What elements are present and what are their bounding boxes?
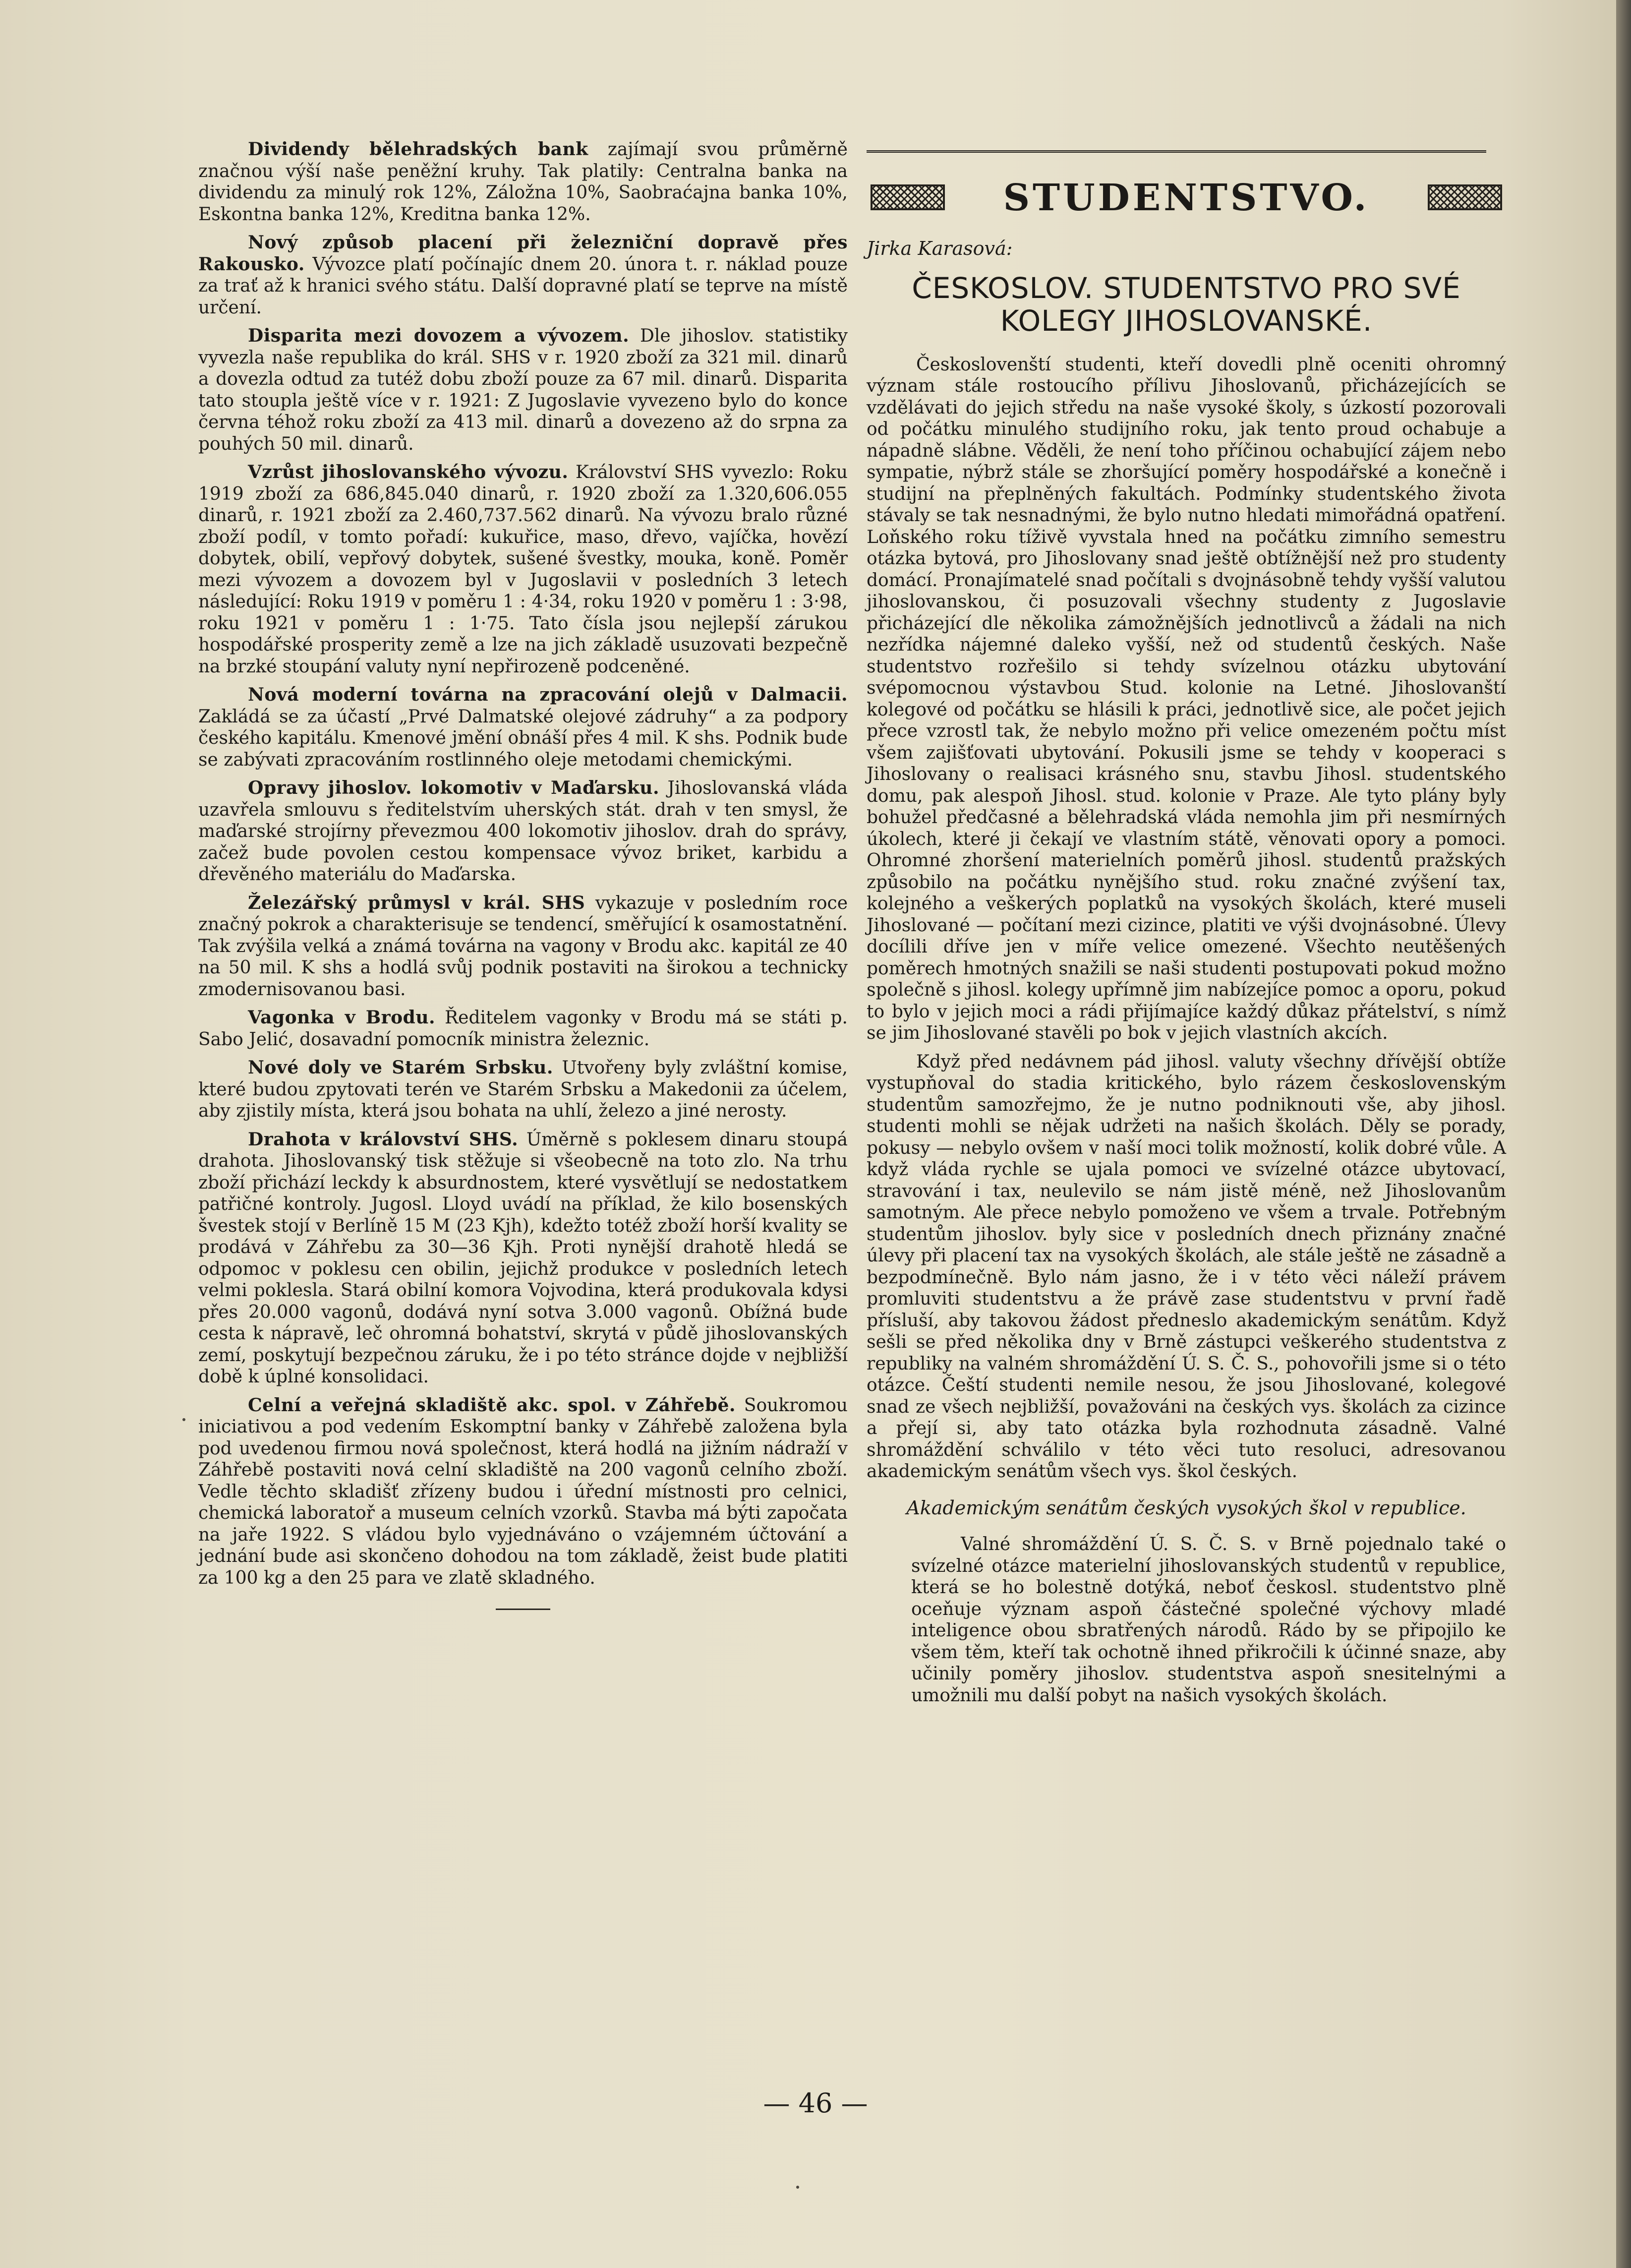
news-item	[198, 1129, 848, 1388]
news-item	[198, 893, 848, 1001]
news-item	[198, 1007, 848, 1050]
left-column	[198, 139, 848, 1610]
news-item	[198, 325, 848, 455]
column-end-rule	[496, 1609, 550, 1610]
ornament-icon	[871, 184, 945, 210]
news-item-heading: Železářský průmysl v král. SHS	[248, 892, 585, 913]
news-item-text: Zakládá se za účastí „Prvé Dalmatské olejové zádruhy“ a za podpory českého kapitálu. Kmenové jmění obnáší přes 4 mil. K shs. Podnik bude se zabývati zpracováním rostlinného oleje metodami chemickými.	[198, 706, 848, 770]
resolution-heading: Akademickým senátům českých vysokých škol v republice.	[906, 1496, 1466, 1519]
news-item	[198, 1395, 848, 1589]
ornament-icon	[1428, 184, 1502, 210]
news-item-heading: Nová moderní továrna na zpracování olejů v Dalmacii.	[248, 684, 848, 705]
news-item-heading: Opravy jihoslov. lokomotiv v Maďarsku.	[248, 777, 660, 798]
news-item-text: Jihoslovanská vláda uzavřela smlouvu s ředitelstvím uherských stát. drah v ten smysl, že maďarské strojírny převezmou 400 lokomotiv jihoslov. drah do správy, začež bude povolen cestou kompensace vývoz briket, karbidu a dřevěného materiálu do Maďarska.	[198, 778, 848, 885]
news-item-heading: Nové doly ve Starém Srbsku.	[248, 1057, 553, 1078]
news-item-text: Vývozce platí počínajíc dnem 20. února t. r. náklad pouze za trať až k hranici svého státu. Další dopravné platí se teprve na místě určení.	[198, 254, 848, 318]
news-item	[198, 1057, 848, 1122]
news-item-text: Království SHS vyvezlo: Roku 1919 zboží za 686,845.040 dinarů, r. 1920 zboží za 1.320,606.055 dinarů, r. 1921 zboží za 2.460,737.562 dinarů. Na vývozu bralo různé zboží podíl, v tomto pořadí: kukuřice, maso, dřevo, vajíčka, hovězí dobytek, obilí, vepřový dobytek, sušené švestky, mouka, koně. Poměr mezi vývozem a dovozem byl v Jugoslavii v posledních 3 letech následující: Roku 1919 v poměru 1 : 4·34, roku 1920 v poměru 1 : 3·98, roku 1921 v poměru 1 : 1·75. Tato čísla jsou nejlepší zárukou hospodářské prosperity země a lze na jich základě usuzovati bezpečně na brzké stoupání valuty nyní nepřirozeně podceněné.	[198, 462, 848, 677]
section-top-rule	[867, 150, 1486, 153]
news-item-heading: Vzrůst jihoslovanského vývozu.	[248, 462, 569, 482]
news-item	[198, 139, 848, 225]
news-item-heading: Nový způsob placení při železniční dopravě přes Rakousko.	[198, 232, 848, 275]
article-paragraph: Když před nedávnem pád jihosl. valuty všechny dřívější obtíže vystupňoval do stadia kritického, bylo rázem československým studentům samozřejmo, že je nutno podniknouti vše, aby jihosl. studenti mohli se nějak udržeti na našich školách. Děly se porady, pokusy — nebylo ovšem v naší moci tolik možností, kolik dobré vůle. A když vláda rychle se ujala pomoci ve svízelné otázce ubytovací, stravování i tax, neulevilo se nám jistě méně, než Jihoslovanům samotným. Ale přece nebylo pomoženo ve všem a trvale. Potřebným studentům jihoslov. byly sice v posledních dnech přiznány značné úlevy při placení tax na vysokých školách, ale stále ještě ne zásadně a bezpodmínečně. Bylo nám jasno, že i v této věci náleží právem promluviti studentstvu a že právě zase studentstvu v první řadě přísluší, aby takovou žádost předneslo akademickým senátům. Když sešli se před několika dny v Brně zástupci veškerého studentstva z republiky na valném shromáždění Ú. S. Č. S., pohovořili jsme si o této otázce. Čeští studenti nemile nesou, že jsou Jihoslované, kolegové snad ze všech nejbližší, považováni na českých vys. školách za cizince a přejí si, aby tato otázka byla rozhodnuta zásadně. Valné shromáždění schválilo v této věci tuto resoluci, adresovanou akademickým senátům všech vys. škol českých.	[867, 1051, 1506, 1482]
news-item-text: vykazuje v posledním roce značný pokrok a charakterisuje se tendencí, směřující k osamostatnění. Tak zvýšila velká a známá továrna na vagony v Brodu akc. kapitál ze 40 na 50 mil. K shs a hodlá svůj podnik postaviti na širokou a technicky zmodernisovanou basi.	[198, 893, 848, 1000]
news-item-heading: Drahota v království SHS.	[248, 1129, 519, 1150]
paper-speck	[796, 2186, 799, 2189]
resolution-text: Valné shromáždění Ú. S. Č. S. v Brně pojednalo také o svízelné otázce materielní jihoslovanských studentů v republice, která se ho bolestně dotýká, neboť českosl. studentstvo plně oceňuje význam aspoň částečné společné výchovy mladé inteligence obou sbratřených národů. Rádo by se připojilo ke všem těm, kteří tak ochotně ihned přikročili k účinné snaze, aby učinily poměry jihoslov. studentstva aspoň snesitelnými a umožnili mu další pobyt na našich vysokých školách.	[911, 1534, 1506, 1706]
article-title: ČESKOSLOV. STUDENTSTVO PRO SVÉ KOLEGY JIHOSLOVANSKÉ.	[912, 271, 1461, 338]
paper-speck	[182, 1418, 185, 1421]
page-number: — 46 —	[763, 2088, 868, 2119]
news-item-text: Soukromou iniciativou a pod vedením Eskomptní banky v Záhřebě založena byla pod uvedenou firmou nová společnost, která hodlá na jižním nádraží v Záhřebě postaviti nová celní skladiště na 200 vagonů celního zboží. Vedle těchto skladišť zřízeny budou i úřední místnosti pro celnici, chemická laboratoř a museum celních vzorků. Stavba má býti započata na jaře 1922. S vládou bylo vyjednáváno o vzájemném účtování a jednání bude asi skončeno dohodou na tom základě, žeist bude platiti za 100 kg a den 25 para ve zlatě skladného.	[198, 1395, 848, 1588]
news-item-heading: Celní a veřejná skladiště akc. spol. v Záhřebě.	[248, 1394, 736, 1416]
right-column	[867, 141, 1506, 1713]
news-item	[198, 777, 848, 886]
news-item-text: Úměrně s poklesem dinaru stoupá drahota. Jihoslovanský tisk stěžuje si všeobecně na toto zlo. Na trhu zboží přichází leckdy k absurdnostem, které vysvětlují se nedostatkem patřičné kontroly. Jugosl. Lloyd uvádí na příklad, že kilo bosenských švestek stojí v Berlíně 15 M (23 Kjh), kdežto totéž zboží horší kvality se prodává v Záhřebu za 30—36 Kjh. Proti nynější drahotě hledá se odpomoc v poklesu cen obilin, jejichž produkce v posledních letech velmi poklesla. Stará obilní komora Vojvodina, která produkovala kdysi přes 20.000 vagonů, dodává nyní sotva 3.000 vagonů. Obížná bude cesta k nápravě, leč ohromná bohatství, skrytá v půdě jihoslovanských zemí, poskytují bezpečnou záruku, že i po této stránce dojde v nejbližší době k úplné konsolidaci.	[198, 1129, 848, 1387]
news-item-heading: Dividendy bělehradských bank	[248, 139, 588, 160]
news-item-text: Dle jihoslov. statistiky vyvezla naše republika do král. SHS v r. 1920 zboží za 321 mil. dinarů a dovezla odtud za tutéž dobu zboží pouze za 67 mil. dinarů. Disparita tato stoupla ještě více v r. 1921: Z Jugoslavie vyvezeno bylo do konce června téhož roku zboží za 413 mil. dinarů a dovezeno až do srpna za pouhých 50 mil. dinarů.	[198, 326, 848, 454]
article-paragraph: Českoslovenští studenti, kteří dovedli plně oceniti ohromný význam stále rostoucího přílivu Jihoslovanů, přicházejících se vzdělávati do jejich středu na naše vysoké školy, s úzkostí pozorovali od počátku minulého studijního roku, jak tento proud ochabuje a nápadně slábne. Věděli, že není toho příčinou ochabující zájem nebo sympatie, nýbrž stále se zhoršující poměry hospodářské a konečně i studijní na přeplněných fakultách. Podmínky studentského života stávaly se tak nesnadnými, že bylo nutno hledati mimořádná opatření. Loňského roku tíživě vyvstala hned na počátku zimního semestru otázka bytová, pro Jihoslovany snad ještě obtížnější než pro studenty domácí. Pronajímatelé snad počítali s dvojnásobně tehdy vyšší valutou jihoslovanskou, či posuzovali všechny studenty z Jugoslavie přicházející dle několika zámožnějších jednotlivců a žádali na nich nezřídka nájemné daleko vyšší, než od studentů českých. Naše studentstvo rozřešilo si tehdy svízelnou otázku ubytování svépomocnou výstavbou Stud. kolonie na Letné. Jihoslovanští kolegové od počátku se hlásili k práci, jednotlivě sice, ale počet jejich přece vzrostl tak, že nebylo možno při velice omezeném počtu míst všem zajišťovati ubytování. Pokusili jsme se tehdy v kooperaci s Jihoslovany o realisaci krásného snu, stavbu Jihosl. studentského domu, pak alespoň Jihosl. stud. kolonie v Praze. Ale tyto plány byly bohužel předčasné a bělehradská vláda nemohla jim při nesmírných úkolech, které ji čekají ve vlastním státě, věnovati opory a pomoci. Ohromné zhoršení materielních poměrů jihosl. studentů pražských způsobilo na počátku nynějšího stud. roku značné zvýšení tax, kolejného a veškerých poplatků na vysokých školách, které museli Jihoslované — počítaní mezi cizince, platiti ve výši dvojnásobné. Úlevy docílili dříve jen v míře velice omezené. Všechto neutěšených poměrech hmotných snažili se naši studenti postupovati pokud možno společně s jihosl. kolegy upřímně jim nabízejíce pomoc a oporu, pokud to bylo v jejich moci a rádi přijímajíce každý důkaz přátelství, s nímž se jim Jihoslované stavěli po bok v jejich vlastních akcích.	[867, 354, 1506, 1043]
section-title: STUDENTSTVO.	[1003, 177, 1370, 220]
book-spine	[1616, 0, 1631, 2268]
news-item	[198, 232, 848, 318]
news-item	[198, 462, 848, 677]
news-item-text: Ředitelem vagonky v Brodu má se státi p. Sabo Jelić, dosavadní pomocník ministra železnic.	[198, 1008, 848, 1050]
news-item	[198, 684, 848, 771]
news-item-text: zajímají svou průměrně značnou výší naše peněžní kruhy. Tak platily: Centralna banka na dividendu za minulý rok 12%, Záložna 10%, Saobraćajna banka 10%, Eskontna banka 12%, Kreditna banka 12%.	[198, 139, 848, 225]
news-item-heading: Vagonka v Brodu.	[248, 1007, 436, 1028]
news-item-text: Utvořeny byly zvláštní komise, které budou zpytovati terén ve Starém Srbsku a Makedonii za účelem, aby zjistily místa, která jsou bohata na uhlí, železo a jiné nerosty.	[198, 1058, 848, 1121]
news-item-heading: Disparita mezi dovozem a vývozem.	[248, 325, 630, 346]
section-header	[867, 174, 1506, 223]
resolution-block	[911, 1534, 1506, 1706]
article-author: Jirka Karasová:	[867, 238, 1013, 259]
